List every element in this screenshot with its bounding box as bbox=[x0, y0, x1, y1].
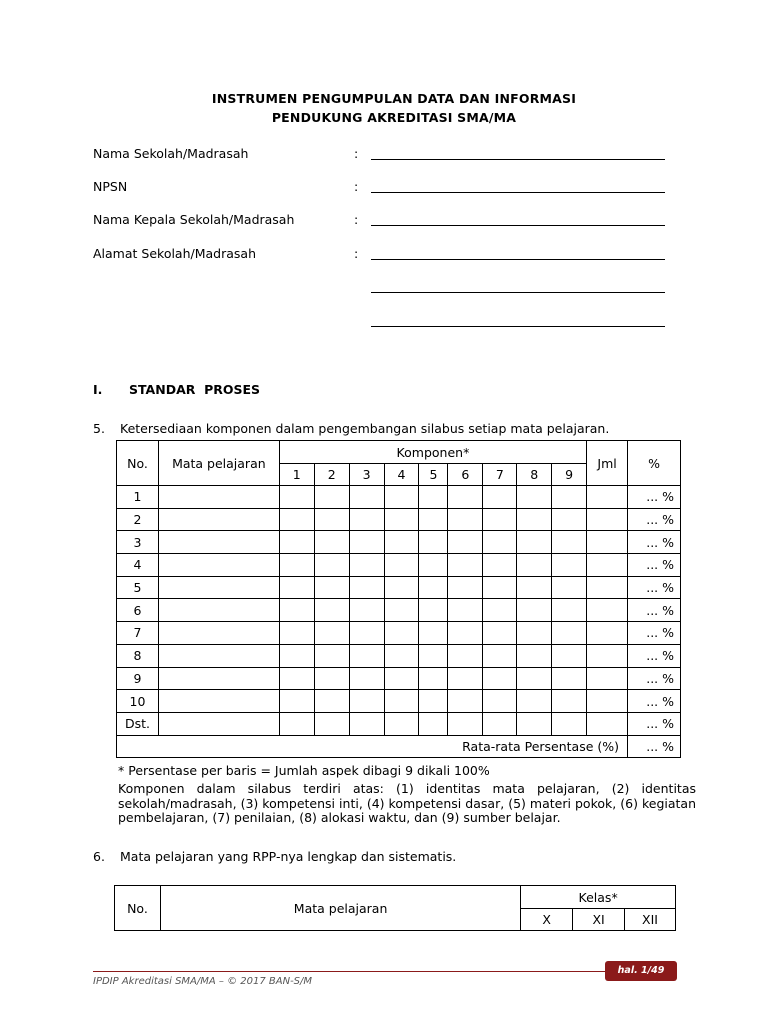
npsn-blank[interactable] bbox=[371, 192, 665, 193]
component-check-cell[interactable] bbox=[314, 712, 349, 735]
component-check-cell[interactable] bbox=[349, 508, 384, 531]
header-subject: Mata pelajaran bbox=[160, 886, 520, 931]
component-check-cell[interactable] bbox=[483, 712, 517, 735]
percent-cell[interactable]: ... % bbox=[628, 644, 681, 667]
component-check-cell[interactable] bbox=[483, 554, 517, 577]
footer-text: IPDIP Akreditasi SMA/MA – © 2017 BAN-S/M bbox=[93, 976, 313, 987]
component-number: 7 bbox=[483, 464, 517, 486]
percent-cell[interactable]: ... % bbox=[628, 531, 681, 554]
component-check-cell[interactable] bbox=[419, 690, 448, 713]
component-check-cell[interactable] bbox=[552, 667, 587, 690]
component-number: 8 bbox=[517, 464, 552, 486]
component-check-cell[interactable] bbox=[448, 531, 483, 554]
component-check-cell[interactable] bbox=[349, 622, 384, 645]
percent-cell[interactable]: ... % bbox=[628, 576, 681, 599]
table-row bbox=[117, 644, 681, 667]
component-check-cell[interactable] bbox=[517, 712, 552, 735]
component-check-cell[interactable] bbox=[279, 576, 314, 599]
component-check-cell[interactable] bbox=[517, 599, 552, 622]
component-check-cell[interactable] bbox=[517, 644, 552, 667]
component-number: 6 bbox=[448, 464, 483, 486]
field-colon: : bbox=[354, 146, 359, 161]
row-number: 7 bbox=[117, 622, 159, 645]
table-row bbox=[117, 576, 681, 599]
component-check-cell[interactable] bbox=[314, 531, 349, 554]
component-check-cell[interactable] bbox=[552, 531, 587, 554]
component-check-cell[interactable] bbox=[448, 599, 483, 622]
jml-cell[interactable] bbox=[587, 576, 628, 599]
component-check-cell[interactable] bbox=[552, 554, 587, 577]
component-check-cell[interactable] bbox=[384, 712, 419, 735]
component-check-cell[interactable] bbox=[552, 712, 587, 735]
component-check-cell[interactable] bbox=[279, 712, 314, 735]
component-check-cell[interactable] bbox=[517, 554, 552, 577]
jml-cell[interactable] bbox=[587, 622, 628, 645]
component-check-cell[interactable] bbox=[279, 599, 314, 622]
field-label-school-address: Alamat Sekolah/Madrasah bbox=[93, 246, 257, 261]
row-number: 2 bbox=[117, 508, 159, 531]
component-check-cell[interactable] bbox=[552, 622, 587, 645]
component-check-cell[interactable] bbox=[552, 508, 587, 531]
component-check-cell[interactable] bbox=[448, 712, 483, 735]
average-percentage-label: Rata-rata Persentase (%) bbox=[117, 735, 628, 757]
component-check-cell[interactable] bbox=[314, 486, 349, 509]
address-blank-3[interactable] bbox=[371, 326, 665, 327]
percent-cell[interactable]: ... % bbox=[628, 667, 681, 690]
component-check-cell[interactable] bbox=[552, 599, 587, 622]
document-title-line1: INSTRUMEN PENGUMPULAN DATA DAN INFORMASI bbox=[211, 91, 577, 106]
component-check-cell[interactable] bbox=[517, 622, 552, 645]
table-row bbox=[117, 554, 681, 577]
component-check-cell[interactable] bbox=[483, 599, 517, 622]
component-check-cell[interactable] bbox=[314, 576, 349, 599]
row-number: 4 bbox=[117, 554, 159, 577]
component-check-cell[interactable] bbox=[448, 576, 483, 599]
component-check-cell[interactable] bbox=[419, 622, 448, 645]
component-check-cell[interactable] bbox=[279, 667, 314, 690]
section-title: STANDAR PROSES bbox=[129, 382, 261, 397]
class-xi: XI bbox=[573, 909, 625, 931]
header-no: No. bbox=[115, 886, 161, 931]
row-number: 8 bbox=[117, 644, 159, 667]
component-check-cell[interactable] bbox=[483, 690, 517, 713]
percent-cell[interactable]: ... % bbox=[628, 486, 681, 509]
component-number: 5 bbox=[419, 464, 448, 486]
header-subject: Mata pelajaran bbox=[158, 441, 279, 486]
header-no: No. bbox=[117, 441, 159, 486]
field-colon: : bbox=[354, 179, 359, 194]
component-check-cell[interactable] bbox=[279, 554, 314, 577]
question-6-text: Mata pelajaran yang RPP-nya lengkap dan sistematis. bbox=[120, 849, 457, 864]
subject-cell[interactable] bbox=[158, 690, 279, 713]
component-check-cell[interactable] bbox=[279, 690, 314, 713]
jml-cell[interactable] bbox=[587, 599, 628, 622]
component-check-cell[interactable] bbox=[384, 690, 419, 713]
component-check-cell[interactable] bbox=[349, 644, 384, 667]
component-check-cell[interactable] bbox=[448, 622, 483, 645]
row-number: Dst. bbox=[117, 712, 159, 735]
document-title-line2: PENDUKUNG AKREDITASI SMA/MA bbox=[271, 110, 517, 125]
footnote: * Persentase per baris = Jumlah aspek dibagi 9 dikali 100% bbox=[118, 763, 490, 778]
component-check-cell[interactable] bbox=[552, 576, 587, 599]
percent-cell[interactable]: ... % bbox=[628, 508, 681, 531]
component-check-cell[interactable] bbox=[314, 599, 349, 622]
component-check-cell[interactable] bbox=[349, 576, 384, 599]
field-label-school-name: Nama Sekolah/Madrasah bbox=[93, 146, 249, 161]
component-check-cell[interactable] bbox=[448, 554, 483, 577]
component-check-cell[interactable] bbox=[448, 486, 483, 509]
field-colon: : bbox=[354, 212, 359, 227]
principal-name-blank[interactable] bbox=[371, 225, 665, 226]
component-check-cell[interactable] bbox=[279, 531, 314, 554]
component-check-cell[interactable] bbox=[279, 622, 314, 645]
component-check-cell[interactable] bbox=[483, 508, 517, 531]
rpp-table bbox=[114, 885, 676, 931]
jml-cell[interactable] bbox=[587, 690, 628, 713]
table-row bbox=[117, 712, 681, 735]
table-row bbox=[117, 531, 681, 554]
table-row bbox=[117, 667, 681, 690]
question-6-number: 6. bbox=[93, 849, 105, 864]
component-check-cell[interactable] bbox=[517, 690, 552, 713]
component-check-cell[interactable] bbox=[552, 644, 587, 667]
component-check-cell[interactable] bbox=[517, 531, 552, 554]
component-explanation: Komponen dalam silabus terdiri atas: (1) identitas mata pelajaran, (2) identitas sekolah/madrasah, (3) kompetensi inti, (4) kompetensi dasar, (5) materi pokok, (6) kegiatan pembelajaran, (7) penilaian, (8) alokasi waktu, dan (9) sumber belajar. bbox=[118, 781, 696, 825]
component-check-cell[interactable] bbox=[279, 486, 314, 509]
component-check-cell[interactable] bbox=[419, 554, 448, 577]
jml-cell[interactable] bbox=[587, 531, 628, 554]
school-name-blank[interactable] bbox=[371, 159, 665, 160]
component-check-cell[interactable] bbox=[279, 644, 314, 667]
header-jml: Jml bbox=[587, 441, 628, 486]
row-number: 5 bbox=[117, 576, 159, 599]
component-check-cell[interactable] bbox=[448, 690, 483, 713]
component-check-cell[interactable] bbox=[349, 712, 384, 735]
row-number: 3 bbox=[117, 531, 159, 554]
component-check-cell[interactable] bbox=[448, 667, 483, 690]
table-row bbox=[117, 690, 681, 713]
jml-cell[interactable] bbox=[587, 644, 628, 667]
component-number: 9 bbox=[552, 464, 587, 486]
row-number: 6 bbox=[117, 599, 159, 622]
syllabus-component-table bbox=[116, 440, 681, 758]
address-blank-2[interactable] bbox=[371, 292, 665, 293]
question-5-text: Ketersediaan komponen dalam pengembangan silabus setiap mata pelajaran. bbox=[120, 421, 610, 436]
header-class: Kelas* bbox=[521, 886, 676, 909]
component-check-cell[interactable] bbox=[384, 531, 419, 554]
percent-cell[interactable]: ... % bbox=[628, 599, 681, 622]
component-check-cell[interactable] bbox=[314, 667, 349, 690]
component-check-cell[interactable] bbox=[419, 508, 448, 531]
component-check-cell[interactable] bbox=[384, 599, 419, 622]
subject-cell[interactable] bbox=[158, 667, 279, 690]
subject-cell[interactable] bbox=[158, 622, 279, 645]
component-check-cell[interactable] bbox=[419, 599, 448, 622]
component-check-cell[interactable] bbox=[349, 554, 384, 577]
component-check-cell[interactable] bbox=[483, 622, 517, 645]
component-check-cell[interactable] bbox=[517, 508, 552, 531]
jml-cell[interactable] bbox=[587, 486, 628, 509]
table-row bbox=[117, 599, 681, 622]
jml-cell[interactable] bbox=[587, 508, 628, 531]
component-check-cell[interactable] bbox=[419, 712, 448, 735]
component-check-cell[interactable] bbox=[384, 622, 419, 645]
subject-cell[interactable] bbox=[158, 712, 279, 735]
row-number: 1 bbox=[117, 486, 159, 509]
component-check-cell[interactable] bbox=[349, 690, 384, 713]
component-check-cell[interactable] bbox=[349, 667, 384, 690]
subject-cell[interactable] bbox=[158, 486, 279, 509]
header-percent: % bbox=[628, 441, 681, 486]
percent-cell[interactable]: ... % bbox=[628, 554, 681, 577]
component-check-cell[interactable] bbox=[517, 667, 552, 690]
field-label-npsn: NPSN bbox=[93, 179, 128, 194]
component-check-cell[interactable] bbox=[384, 508, 419, 531]
footer-rule bbox=[93, 971, 675, 972]
table-row bbox=[117, 486, 681, 509]
address-blank-1[interactable] bbox=[371, 259, 665, 260]
component-number: 4 bbox=[384, 464, 419, 486]
component-check-cell[interactable] bbox=[384, 644, 419, 667]
component-check-cell[interactable] bbox=[483, 531, 517, 554]
component-check-cell[interactable] bbox=[384, 486, 419, 509]
component-check-cell[interactable] bbox=[349, 599, 384, 622]
percent-cell[interactable]: ... % bbox=[628, 622, 681, 645]
component-check-cell[interactable] bbox=[314, 622, 349, 645]
subject-cell[interactable] bbox=[158, 531, 279, 554]
page-number-badge: hal. 1/49 bbox=[605, 961, 677, 981]
component-check-cell[interactable] bbox=[517, 486, 552, 509]
field-colon: : bbox=[354, 246, 359, 261]
component-check-cell[interactable] bbox=[314, 508, 349, 531]
row-number: 9 bbox=[117, 667, 159, 690]
average-percentage-value[interactable]: ... % bbox=[628, 735, 681, 757]
subject-cell[interactable] bbox=[158, 576, 279, 599]
component-number: 3 bbox=[349, 464, 384, 486]
subject-cell[interactable] bbox=[158, 508, 279, 531]
row-number: 10 bbox=[117, 690, 159, 713]
field-label-principal-name: Nama Kepala Sekolah/Madrasah bbox=[93, 212, 295, 227]
component-number: 2 bbox=[314, 464, 349, 486]
component-check-cell[interactable] bbox=[552, 486, 587, 509]
percent-cell[interactable]: ... % bbox=[628, 712, 681, 735]
component-check-cell[interactable] bbox=[419, 486, 448, 509]
component-check-cell[interactable] bbox=[483, 576, 517, 599]
component-check-cell[interactable] bbox=[384, 576, 419, 599]
component-check-cell[interactable] bbox=[419, 576, 448, 599]
component-check-cell[interactable] bbox=[279, 508, 314, 531]
percent-cell[interactable]: ... % bbox=[628, 690, 681, 713]
component-check-cell[interactable] bbox=[483, 644, 517, 667]
subject-cell[interactable] bbox=[158, 554, 279, 577]
component-check-cell[interactable] bbox=[483, 486, 517, 509]
jml-cell[interactable] bbox=[587, 712, 628, 735]
subject-cell[interactable] bbox=[158, 644, 279, 667]
table-row bbox=[117, 622, 681, 645]
component-check-cell[interactable] bbox=[384, 667, 419, 690]
jml-cell[interactable] bbox=[587, 667, 628, 690]
component-check-cell[interactable] bbox=[314, 554, 349, 577]
component-check-cell[interactable] bbox=[419, 531, 448, 554]
component-check-cell[interactable] bbox=[448, 508, 483, 531]
component-check-cell[interactable] bbox=[419, 667, 448, 690]
section-number: I. bbox=[93, 382, 103, 397]
subject-cell[interactable] bbox=[158, 599, 279, 622]
component-check-cell[interactable] bbox=[552, 690, 587, 713]
class-x: X bbox=[521, 909, 573, 931]
component-check-cell[interactable] bbox=[314, 690, 349, 713]
component-check-cell[interactable] bbox=[349, 486, 384, 509]
question-5-number: 5. bbox=[93, 421, 105, 436]
class-xii: XII bbox=[625, 909, 676, 931]
component-check-cell[interactable] bbox=[314, 644, 349, 667]
component-check-cell[interactable] bbox=[419, 644, 448, 667]
component-check-cell[interactable] bbox=[349, 531, 384, 554]
component-check-cell[interactable] bbox=[517, 576, 552, 599]
header-components: Komponen* bbox=[279, 441, 586, 464]
component-check-cell[interactable] bbox=[448, 644, 483, 667]
component-check-cell[interactable] bbox=[384, 554, 419, 577]
component-check-cell[interactable] bbox=[483, 667, 517, 690]
jml-cell[interactable] bbox=[587, 554, 628, 577]
table-row bbox=[117, 508, 681, 531]
component-number: 1 bbox=[279, 464, 314, 486]
